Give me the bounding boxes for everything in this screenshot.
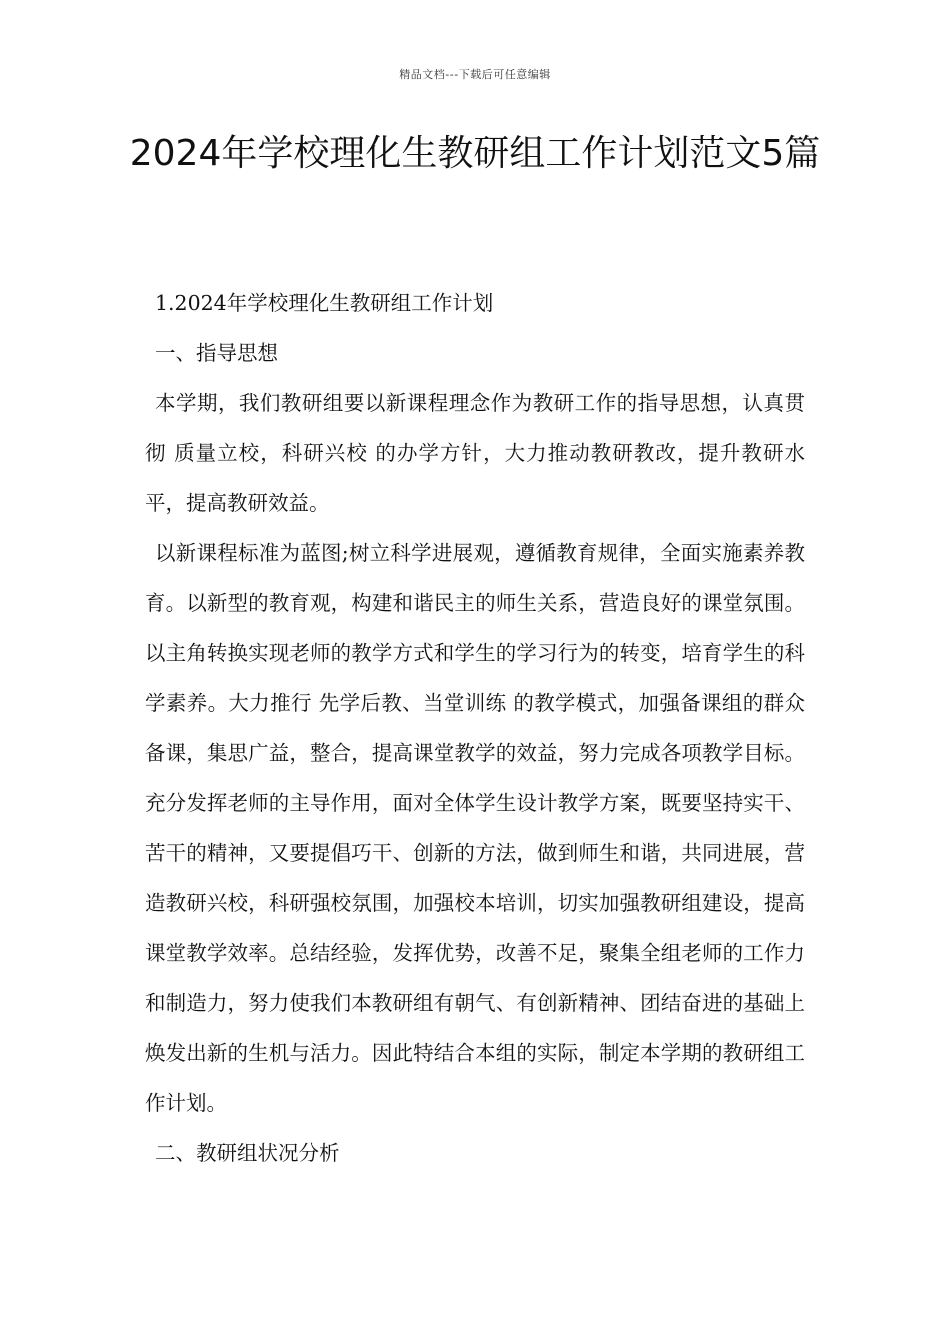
- paragraph-guiding-ideology: 本学期，我们教研组要以新课程理念作为教研工作的指导思想，认真贯彻 质量立校，科研兴校 的办学方针，大力推动教研教改，提升教研水平，提高教研效益。: [145, 391, 805, 515]
- heading-guiding-ideology: 一、指导思想: [155, 341, 278, 365]
- paragraph-curriculum-standards: 以新课程标准为蓝图;树立科学进展观，遵循教育规律，全面实施素养教育。以新型的教育观，构建和谐民主的师生关系，营造良好的课堂氛围。以主角转换实现老师的教学方式和学生的学习行为的转变，培育学生的科学素养。大力推行 先学后教、当堂训练 的教学模式，加强备课组的群众备课，集思广益，整合，提高课堂教学的效益，努力完成各项教学目标。充分发挥老师的主导作用，面对全体学生设计教学方案，既要坚持实干、苦干的精神，又要提倡巧干、创新的方法，做到师生和谐，共同进展，营造教研兴校，科研强校氛围，加强校本培训，切实加强教研组建设，提高课堂教学效率。总结经验，发挥优势，改善不足，聚集全组老师的工作力和制造力，努力使我们本教研组有朝气、有创新精神、团结奋进的基础上焕发出新的生机与活力。因此特结合本组的实际，制定本学期的教研组工作计划。: [145, 541, 805, 1115]
- header-note: 精品文档---下载后可任意编辑: [399, 68, 551, 81]
- section-title: 1.2024年学校理化生教研组工作计划: [155, 291, 494, 315]
- heading-group-analysis: 二、教研组状况分析: [155, 1141, 340, 1165]
- document-title: 2024年学校理化生教研组工作计划范文5篇: [129, 133, 821, 174]
- document-body: [145, 278, 805, 1178]
